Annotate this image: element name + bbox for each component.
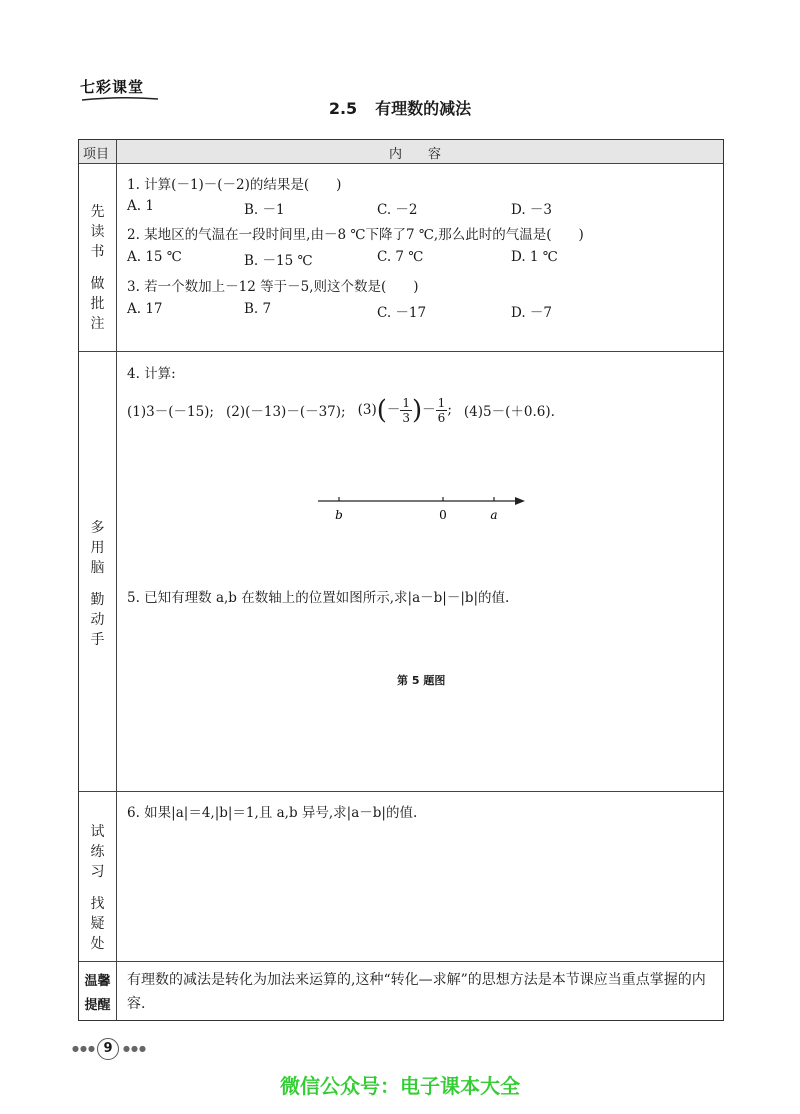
q3-option-d: D. －7 — [511, 305, 553, 321]
figure-caption: 第 5 题图 — [397, 674, 446, 687]
question-3: 3. 若一个数加上－12 等于－5,则这个数是( ) — [127, 279, 419, 295]
q4-part-3: (3)(－ $\frac{1}{3}$ )－ $\frac{1}{6}$ ; — [357, 395, 452, 425]
q4-part-2: (2)(－13)－(－37); — [225, 404, 346, 420]
section-number: 2.5 — [328, 99, 358, 118]
q1-option-d: D. －3 — [511, 202, 553, 218]
q2-option-d: D. 1 ℃ — [511, 249, 558, 265]
q2-option-b: B. －15 ℃ — [244, 253, 313, 269]
brand-name: 七彩课堂 — [80, 78, 145, 96]
decorative-dots-icon: ●●● — [123, 1044, 147, 1053]
decorative-dots-icon: ●●● — [72, 1044, 96, 1053]
number-line-figure — [234, 492, 534, 526]
q1-option-a: A. 1 — [127, 198, 154, 214]
header-item: 项目 — [83, 147, 110, 162]
section-label-practice: 多 用 脑 勤 动 手 — [90, 520, 105, 648]
page-number: 9 — [97, 1038, 119, 1060]
section-label-preview: 先 读 书 做 批 注 — [90, 204, 105, 332]
question-2: 2. 某地区的气温在一段时间里,由－8 ℃下降了7 ℃,那么此时的气温是( ) — [127, 227, 584, 243]
section-label-exercise: 试 练 习 找 疑 处 — [90, 824, 105, 952]
page-title — [0, 96, 800, 119]
q1-option-c: C. －2 — [377, 202, 418, 218]
row-divider — [79, 961, 723, 962]
q4-part-4: (4)5－(＋0.6). — [463, 404, 555, 420]
q2-option-a: A. 15 ℃ — [127, 249, 182, 265]
row-divider — [79, 163, 723, 164]
row-divider — [79, 351, 723, 352]
tip-text: 有理数的减法是转化为加法来运算的,这种“转化—求解”的思想方法是本节课应当重点掌握的内容. — [127, 972, 706, 1012]
question-6: 6. 如果|a|＝4,|b|＝1,且 a,b 异号,求|a－b|的值. — [127, 805, 418, 821]
label-a: a — [490, 508, 498, 522]
row-divider — [79, 791, 723, 792]
q3-option-c: C. －17 — [377, 305, 427, 321]
label-zero: 0 — [439, 508, 447, 522]
question-4-parts — [127, 390, 555, 430]
question-1: 1. 计算(－1)－(－2)的结果是( ) — [127, 177, 342, 193]
lesson-table — [78, 139, 724, 1021]
label-b: b — [335, 508, 343, 522]
section-title: 有理数的减法 — [375, 99, 472, 118]
q3-option-b: B. 7 — [244, 301, 272, 317]
page-number-badge — [70, 1038, 150, 1060]
header-content: 内 容 — [389, 147, 442, 162]
q3-option-a: A. 17 — [127, 301, 163, 317]
column-divider — [116, 140, 117, 1020]
section-label-tip: 温馨 提醒 — [84, 974, 111, 1013]
axis-arrow-icon — [515, 497, 525, 505]
q2-option-c: C. 7 ℃ — [377, 249, 424, 265]
question-4: 4. 计算: — [127, 366, 176, 382]
fraction: $\frac{1}{6}$ — [437, 395, 446, 425]
q1-option-b: B. －1 — [244, 202, 285, 218]
q4-part-1: (1)3－(－15); — [127, 404, 214, 420]
fraction: $\frac{1}{3}$ — [402, 395, 411, 425]
watermark: 微信公众号：电子课本大全 — [280, 1074, 520, 1098]
question-5: 5. 已知有理数 a,b 在数轴上的位置如图所示,求|a－b|－|b|的值. — [127, 590, 510, 606]
